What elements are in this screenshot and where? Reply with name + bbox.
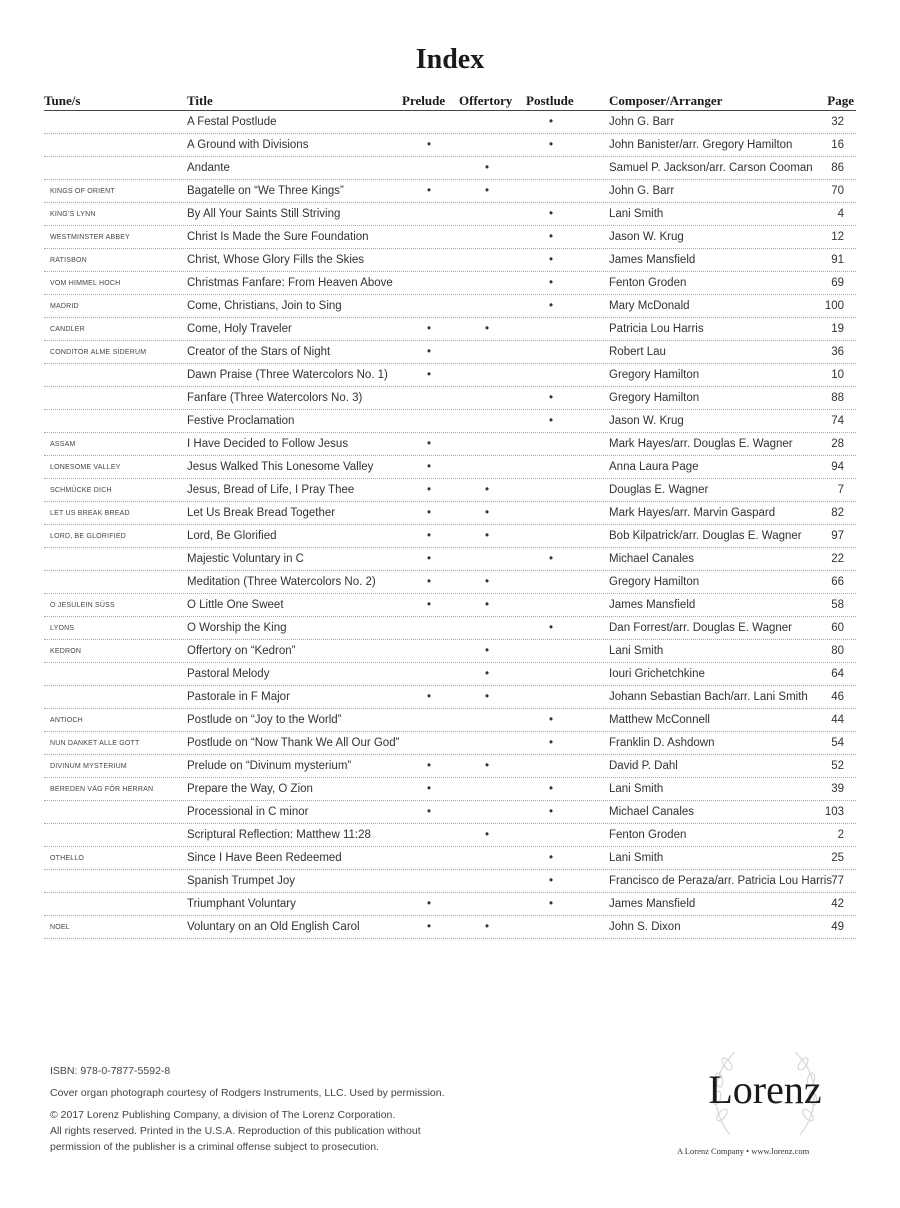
- title: Postlude on “Joy to the World”: [187, 714, 342, 726]
- prelude-mark: •: [426, 484, 432, 496]
- title: Meditation (Three Watercolors No. 2): [187, 576, 376, 588]
- table-row: [44, 870, 856, 893]
- composer: Robert Lau: [609, 346, 666, 358]
- prelude-mark: •: [426, 783, 432, 795]
- title: Come, Holy Traveler: [187, 323, 292, 335]
- table-row: [44, 410, 856, 433]
- title: Since I Have Been Redeemed: [187, 852, 342, 864]
- composer: Anna Laura Page: [609, 461, 699, 473]
- offertory-mark: •: [484, 323, 490, 335]
- composer: John G. Barr: [609, 116, 675, 128]
- tune-name: MADRID: [50, 303, 79, 310]
- table-row: [44, 893, 856, 916]
- title: Pastorale in F Major: [187, 691, 290, 703]
- prelude-mark: •: [426, 323, 432, 335]
- tune-name: KEDRON: [50, 648, 82, 655]
- composer: Gregory Hamilton: [609, 576, 700, 588]
- postlude-mark: •: [548, 806, 554, 818]
- page-number: 7: [837, 484, 844, 496]
- composer: Mary McDonald: [609, 300, 690, 312]
- page-number: 12: [831, 231, 844, 243]
- tune-name: NUN DANKET ALLE GOTT: [50, 740, 140, 747]
- table-row: [44, 916, 856, 939]
- composer: Michael Canales: [609, 806, 695, 818]
- page-number: 103: [824, 806, 844, 818]
- postlude-mark: •: [548, 300, 554, 312]
- postlude-mark: •: [548, 553, 554, 565]
- tune-name: LONESOME VALLEY: [50, 464, 121, 471]
- page-number: 69: [831, 277, 844, 289]
- table-header: [44, 92, 856, 111]
- prelude-mark: •: [426, 438, 432, 450]
- composer: James Mansfield: [609, 254, 696, 266]
- title: Christmas Fanfare: From Heaven Above: [187, 277, 393, 289]
- table-row: [44, 387, 856, 410]
- table-row: [44, 249, 856, 272]
- tune-name: LET US BREAK BREAD: [50, 510, 130, 517]
- page-number: 19: [831, 323, 844, 335]
- table-row: [44, 709, 856, 732]
- composer: Jason W. Krug: [609, 415, 684, 427]
- composer: John Banister/arr. Gregory Hamilton: [609, 139, 793, 151]
- composer: Matthew McConnell: [609, 714, 710, 726]
- table-row: [44, 824, 856, 847]
- title: Lord, Be Glorified: [187, 530, 277, 542]
- table-row: [44, 778, 856, 801]
- composer: Johann Sebastian Bach/arr. Lani Smith: [609, 691, 808, 703]
- composer: Fenton Groden: [609, 829, 687, 841]
- page-number: 100: [824, 300, 844, 312]
- offertory-mark: •: [484, 921, 490, 933]
- table-row: [44, 272, 856, 295]
- offertory-mark: •: [484, 484, 490, 496]
- composer: Franklin D. Ashdown: [609, 737, 715, 749]
- title: Processional in C minor: [187, 806, 309, 818]
- table-row: [44, 479, 856, 502]
- tune-name: BEREDEN VÄG FÖR HERRAN: [50, 786, 154, 793]
- page-number: 49: [831, 921, 844, 933]
- prelude-mark: •: [426, 346, 432, 358]
- title: O Little One Sweet: [187, 599, 284, 611]
- page-number: 16: [831, 139, 844, 151]
- tune-name: VOM HIMMEL HOCH: [50, 280, 121, 287]
- page-number: 52: [831, 760, 844, 772]
- page-number: 77: [831, 875, 844, 887]
- copyright-line: © 2017 Lorenz Publishing Company, a division of The Lorenz Corporation.: [50, 1109, 396, 1121]
- postlude-mark: •: [548, 714, 554, 726]
- postlude-mark: •: [548, 254, 554, 266]
- composer: John S. Dixon: [609, 921, 681, 933]
- composer: Michael Canales: [609, 553, 695, 565]
- header-offertory: Offertory: [459, 93, 513, 108]
- table-row: [44, 525, 856, 548]
- prelude-mark: •: [426, 576, 432, 588]
- postlude-mark: •: [548, 231, 554, 243]
- tune-name: ASSAM: [50, 441, 76, 448]
- postlude-mark: •: [548, 208, 554, 220]
- composer: Mark Hayes/arr. Marvin Gaspard: [609, 507, 776, 519]
- title: Andante: [187, 162, 230, 174]
- footer: [50, 1063, 445, 1155]
- header-title: Title: [187, 93, 213, 108]
- composer: Douglas E. Wagner: [609, 484, 709, 496]
- page-number: 58: [831, 599, 844, 611]
- page-number: 39: [831, 783, 844, 795]
- title: Bagatelle on “We Three Kings”: [187, 185, 344, 197]
- title: Jesus, Bread of Life, I Pray Thee: [187, 484, 355, 496]
- composer: Gregory Hamilton: [609, 392, 700, 404]
- table-row: [44, 134, 856, 157]
- title: Christ, Whose Glory Fills the Skies: [187, 254, 365, 266]
- offertory-mark: •: [484, 645, 490, 657]
- index-table: [44, 111, 856, 939]
- page-number: 82: [831, 507, 844, 519]
- page-number: 46: [831, 691, 844, 703]
- composer: John G. Barr: [609, 185, 675, 197]
- offertory-mark: •: [484, 576, 490, 588]
- tune-name: KING’S LYNN: [50, 211, 96, 218]
- table-row: [44, 180, 856, 203]
- title: Postlude on “Now Thank We All Our God”: [187, 737, 400, 749]
- table-row: [44, 295, 856, 318]
- composer: Patricia Lou Harris: [609, 323, 704, 335]
- page-number: 25: [831, 852, 844, 864]
- title: Christ Is Made the Sure Foundation: [187, 231, 369, 243]
- composer: Bob Kilpatrick/arr. Douglas E. Wagner: [609, 530, 802, 542]
- tune-name: LYONS: [50, 625, 75, 632]
- tune-name: O JESULEIN SÜSS: [50, 602, 115, 609]
- table-row: [44, 341, 856, 364]
- tune-name: OTHELLO: [50, 855, 85, 862]
- prelude-mark: •: [426, 369, 432, 381]
- title: Pastoral Melody: [187, 668, 270, 680]
- composer: Iouri Grichetchkine: [609, 668, 705, 680]
- offertory-mark: •: [484, 760, 490, 772]
- table-row: [44, 318, 856, 341]
- prelude-mark: •: [426, 461, 432, 473]
- composer: Dan Forrest/arr. Douglas E. Wagner: [609, 622, 793, 634]
- offertory-mark: •: [484, 162, 490, 174]
- composer: James Mansfield: [609, 599, 696, 611]
- title: Dawn Praise (Three Watercolors No. 1): [187, 369, 388, 381]
- page-number: 94: [831, 461, 844, 473]
- prelude-mark: •: [426, 139, 432, 151]
- logo-wordmark: Lorenz: [708, 1067, 822, 1112]
- offertory-mark: •: [484, 691, 490, 703]
- page-number: 64: [831, 668, 844, 680]
- postlude-mark: •: [548, 898, 554, 910]
- postlude-mark: •: [548, 783, 554, 795]
- table-row: [44, 226, 856, 249]
- table-row: [44, 640, 856, 663]
- composer: Francisco de Peraza/arr. Patricia Lou Harris: [609, 875, 833, 887]
- title: Majestic Voluntary in C: [187, 553, 304, 565]
- prelude-mark: •: [426, 921, 432, 933]
- tune-name: NOEL: [50, 924, 70, 931]
- photo-credit: Cover organ photograph courtesy of Rodgers Instruments, LLC. Used by permission.: [50, 1087, 445, 1099]
- title: By All Your Saints Still Striving: [187, 208, 341, 220]
- title: Come, Christians, Join to Sing: [187, 300, 342, 312]
- offertory-mark: •: [484, 530, 490, 542]
- page-number: 60: [831, 622, 844, 634]
- composer: Lani Smith: [609, 783, 664, 795]
- page-number: 80: [831, 645, 844, 657]
- tune-name: RATISBON: [50, 257, 87, 264]
- prelude-mark: •: [426, 760, 432, 772]
- table-row: [44, 801, 856, 824]
- table-row: [44, 364, 856, 387]
- page-number: 10: [831, 369, 844, 381]
- page-number: 22: [831, 553, 844, 565]
- postlude-mark: •: [548, 277, 554, 289]
- prelude-mark: •: [426, 806, 432, 818]
- title: Triumphant Voluntary: [187, 898, 296, 910]
- postlude-mark: •: [548, 139, 554, 151]
- page-number: 97: [831, 530, 844, 542]
- prelude-mark: •: [426, 507, 432, 519]
- header-composer: Composer/Arranger: [609, 93, 723, 108]
- page-number: 44: [831, 714, 844, 726]
- composer: Gregory Hamilton: [609, 369, 700, 381]
- composer: David P. Dahl: [609, 760, 678, 772]
- page-number: 54: [831, 737, 844, 749]
- postlude-mark: •: [548, 622, 554, 634]
- page-number: 28: [831, 438, 844, 450]
- prelude-mark: •: [426, 898, 432, 910]
- header-tune: Tune/s: [44, 93, 81, 108]
- title: Festive Proclamation: [187, 415, 295, 427]
- table-row: [44, 502, 856, 525]
- page-number: 91: [831, 254, 844, 266]
- table-row: [44, 755, 856, 778]
- table-row: [44, 617, 856, 640]
- composer: James Mansfield: [609, 898, 696, 910]
- title: Creator of the Stars of Night: [187, 346, 331, 358]
- table-row: [44, 594, 856, 617]
- table-row: [44, 732, 856, 755]
- table-row: [44, 571, 856, 594]
- offertory-mark: •: [484, 599, 490, 611]
- copyright-line: permission of the publisher is a criminal offense subject to prosecution.: [50, 1141, 379, 1153]
- title: Prepare the Way, O Zion: [187, 783, 313, 795]
- title: A Ground with Divisions: [187, 139, 309, 151]
- title: I Have Decided to Follow Jesus: [187, 438, 349, 450]
- composer: Lani Smith: [609, 208, 664, 220]
- logo-tagline: A Lorenz Company • www.lorenz.com: [677, 1146, 810, 1156]
- title: Voluntary on an Old English Carol: [187, 921, 360, 933]
- postlude-mark: •: [548, 415, 554, 427]
- title: Jesus Walked This Lonesome Valley: [187, 461, 374, 473]
- table-row: [44, 686, 856, 709]
- page-number: 66: [831, 576, 844, 588]
- composer: Jason W. Krug: [609, 231, 684, 243]
- prelude-mark: •: [426, 553, 432, 565]
- header-prelude: Prelude: [402, 93, 446, 108]
- composer: Samuel P. Jackson/arr. Carson Cooman: [609, 162, 813, 174]
- tune-name: CANDLER: [50, 326, 85, 333]
- postlude-mark: •: [548, 737, 554, 749]
- lorenz-logo: [700, 1040, 850, 1160]
- page-number: 36: [831, 346, 844, 358]
- header-postlude: Postlude: [526, 93, 574, 108]
- table-row: [44, 548, 856, 571]
- offertory-mark: •: [484, 829, 490, 841]
- title: Offertory on “Kedron”: [187, 645, 296, 657]
- prelude-mark: •: [426, 599, 432, 611]
- page-number: 74: [831, 415, 844, 427]
- offertory-mark: •: [484, 507, 490, 519]
- table-row: [44, 157, 856, 180]
- postlude-mark: •: [548, 875, 554, 887]
- prelude-mark: •: [426, 530, 432, 542]
- page-title: Index: [415, 44, 485, 75]
- table-row: [44, 663, 856, 686]
- page-number: 70: [831, 185, 844, 197]
- page-number: 4: [837, 208, 844, 220]
- title: Scriptural Reflection: Matthew 11:28: [187, 829, 371, 841]
- tune-name: KINGS OF ORIENT: [50, 188, 115, 195]
- title: Prelude on “Divinum mysterium”: [187, 760, 352, 772]
- copyright-line: All rights reserved. Printed in the U.S.A. Reproduction of this publication without: [50, 1125, 421, 1137]
- title: O Worship the King: [187, 622, 287, 634]
- table-row: [44, 203, 856, 226]
- title: Fanfare (Three Watercolors No. 3): [187, 392, 363, 404]
- postlude-mark: •: [548, 116, 554, 128]
- composer: Fenton Groden: [609, 277, 687, 289]
- tune-name: SCHMÜCKE DICH: [50, 487, 112, 494]
- composer: Lani Smith: [609, 645, 664, 657]
- isbn: ISBN: 978-0-7877-5592-8: [50, 1065, 171, 1077]
- page-number: 86: [831, 162, 844, 174]
- tune-name: ANTIOCH: [50, 717, 83, 724]
- offertory-mark: •: [484, 185, 490, 197]
- header-page: Page: [827, 93, 854, 108]
- postlude-mark: •: [548, 392, 554, 404]
- offertory-mark: •: [484, 668, 490, 680]
- table-row: [44, 847, 856, 870]
- table-row: [44, 456, 856, 479]
- prelude-mark: •: [426, 691, 432, 703]
- prelude-mark: •: [426, 185, 432, 197]
- tune-name: WESTMINSTER ABBEY: [50, 234, 131, 241]
- composer: Lani Smith: [609, 852, 664, 864]
- title: Let Us Break Bread Together: [187, 507, 336, 519]
- composer: Mark Hayes/arr. Douglas E. Wagner: [609, 438, 793, 450]
- postlude-mark: •: [548, 852, 554, 864]
- page-number: 42: [831, 898, 844, 910]
- tune-name: LORD, BE GLORIFIED: [50, 533, 126, 540]
- table-row: [44, 111, 856, 134]
- title: A Festal Postlude: [187, 116, 277, 128]
- page-number: 2: [837, 829, 844, 841]
- title: Spanish Trumpet Joy: [187, 875, 296, 887]
- page-number: 88: [831, 392, 844, 404]
- page-number: 32: [831, 116, 844, 128]
- tune-name: CONDITOR ALME SIDERUM: [50, 349, 147, 356]
- table-row: [44, 433, 856, 456]
- tune-name: DIVINUM MYSTERIUM: [50, 763, 127, 770]
